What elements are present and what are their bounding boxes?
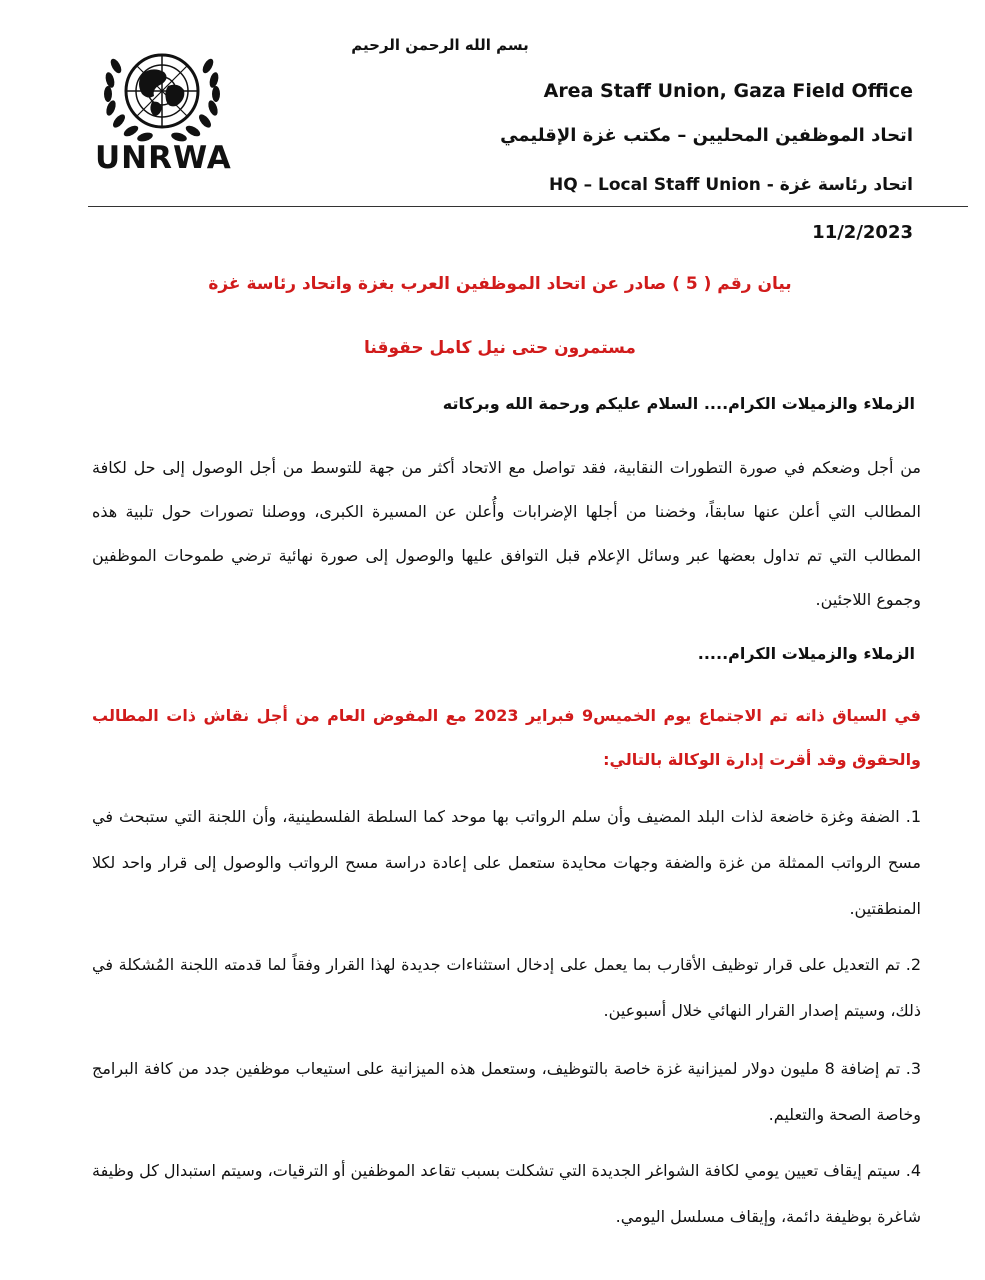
list-item — [92, 794, 921, 932]
list-item-text: الضفة وغزة خاضعة لذات البلد المضيف وأن سلم الرواتب بها موحد كما السلطة الفلسطينية، وأن اللجنة التي ستبحث في مسح الرواتب الممثلة من غزة والضفة وجهات محايدة ستعمل على إعادة دراسة مسح الرواتب والوصول إلى قرار واحد لكلا المنطقتين. — [92, 807, 921, 918]
list-item-text: تم إضافة 8 مليون دولار لميزانية غزة خاصة بالتوظيف، وستعمل هذه الميزانية على استيعاب موظفين جدد من كافة البرامج وخاصة الصحة والتعليم. — [92, 1059, 921, 1124]
salutation-greeting: الزملاء والزميلات الكرام.... السلام عليكم ورحمة الله وبركاته — [442, 394, 915, 413]
logo-wordmark: UNRWA — [95, 140, 232, 176]
document-date: 11/2/2023 — [812, 222, 913, 243]
list-item-text: تم التعديل على قرار توظيف الأقارب بما يعمل على إدخال استثناءات جديدة لهذا القرار وفقاً لما قدمته اللجنة المُشكلة في ذلك، وسيتم إصدار القرار النهائي خلال أسبوعين. — [92, 955, 921, 1020]
header-divider — [88, 206, 968, 207]
intro-paragraph: من أجل وضعكم في صورة التطورات النقابية، فقد تواصل مع الاتحاد أكثر من جهة للتوسط من أجل الوصول إلى حل لكافة المطالب التي أعلن عنها سابقاً، وخضنا من أجلها الإضرابات وأُعلن عن المسيرة الكبرى، ووصلنا تصورات حول تلبية هذه المطالب التي تم تداول بعضها عبر وسائل الإعلام قبل التوافق عليها والوصول إلى صورة نهائية ترضي طموحات الموظفين وجموع اللاجئين. — [92, 458, 921, 609]
hq-union-name: اتحاد رئاسة غزة - HQ – Local Staff Union — [549, 175, 913, 195]
list-item — [92, 942, 921, 1034]
list-item-number: 3. — [905, 1059, 921, 1078]
union-name-english: Area Staff Union, Gaza Field Office — [543, 80, 913, 102]
basmala: بسم الله الرحمن الرحيم — [351, 36, 529, 54]
list-item-number: 1. — [905, 807, 921, 826]
list-item-number: 4. — [905, 1161, 921, 1180]
list-item — [92, 1046, 921, 1138]
salutation-second: الزملاء والزميلات الكرام..... — [697, 644, 915, 663]
meeting-paragraph: في السياق ذاته تم الاجتماع يوم الخميس9 فبراير 2023 مع المفوض العام من أجل نقاش ذات المطالب والحقوق وقد أقرت إدارة الوكالة بالتالي: — [92, 706, 922, 769]
union-name-arabic: اتحاد الموظفين المحليين – مكتب غزة الإقليمي — [500, 125, 913, 146]
list-item-text: سيتم إيقاف تعيين يومي لكافة الشواغر الجديدة التي تشكلت بسبب تقاعد الموظفين أو الترقيات، وسيتم استبدال كل وظيفة شاغرة بوظيفة دائمة، وإيقاف مسلسل اليومي. — [92, 1161, 921, 1226]
list-item — [92, 1148, 921, 1240]
statement-title: بيان رقم ( 5 ) صادر عن اتحاد الموظفين العرب بغزة واتحاد رئاسة غزة — [208, 274, 792, 294]
list-item-number: 2. — [905, 955, 921, 974]
slogan-title: مستمرون حتى نيل كامل حقوقنا — [364, 338, 636, 358]
